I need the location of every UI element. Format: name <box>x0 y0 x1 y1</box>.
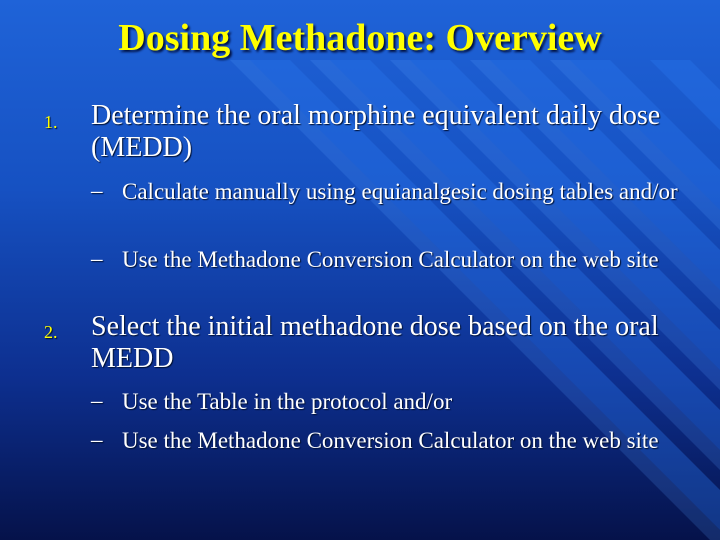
sub-bullet-dash: – <box>91 388 103 413</box>
sub-bullet-dash: – <box>91 178 103 203</box>
sub-list-item: Use the Methadone Conversion Calculator on the web site <box>122 247 659 272</box>
list-number: 2. <box>44 322 58 342</box>
slide-title: Dosing Methadone: Overview <box>118 17 602 59</box>
sub-list-item: Calculate manually using equianalgesic dosing tables and/or <box>122 179 678 204</box>
sub-list-item: Use the Methadone Conversion Calculator on the web site <box>122 428 659 453</box>
list-item: Determine the oral morphine equivalent daily dose (MEDD) <box>91 100 661 163</box>
sub-bullet-dash: – <box>91 427 103 452</box>
list-item: Select the initial methadone dose based on the oral MEDD <box>91 311 659 374</box>
sub-list-item: Use the Table in the protocol and/or <box>122 389 453 414</box>
list-number: 1. <box>44 112 58 132</box>
sub-bullet-dash: – <box>91 246 103 271</box>
